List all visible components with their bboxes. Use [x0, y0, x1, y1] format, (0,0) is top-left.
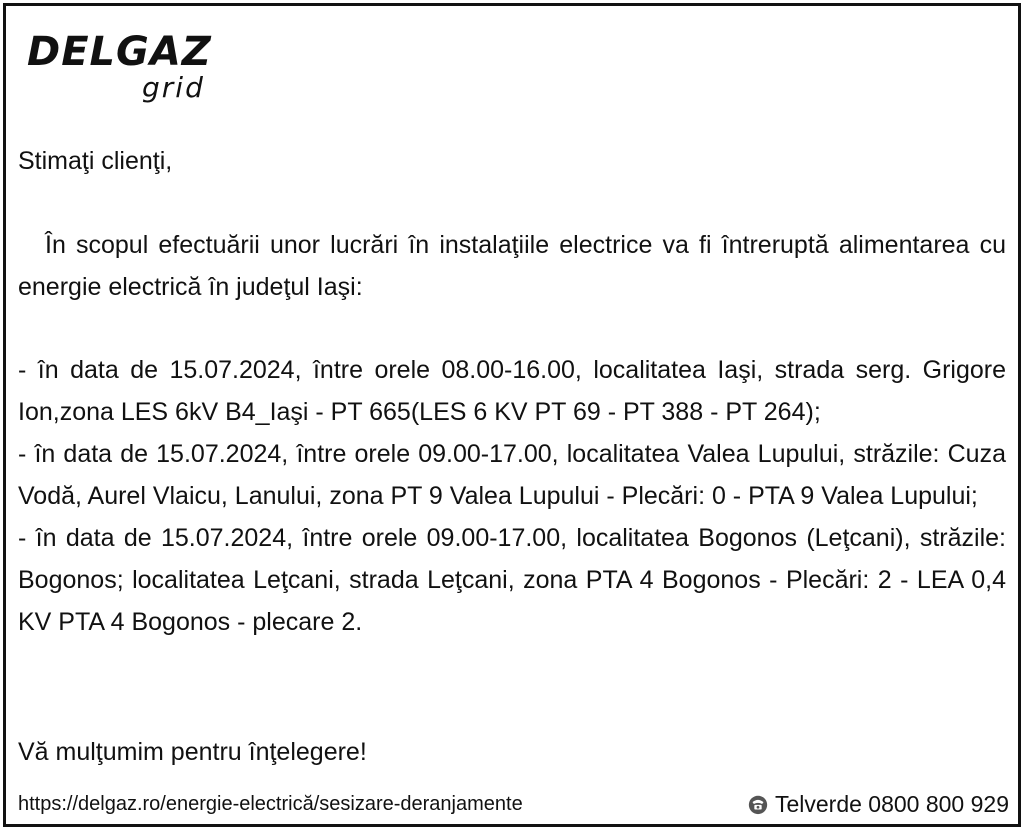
outage-item: - în data de 15.07.2024, între orele 09.00-17.00, localitatea Valea Lupului, străzile: Cuza Vodă, Aurel Vlaicu, Lanului, zona PT 9 Valea Lupului - Plecări: 0 - PTA 9 Valea Lupului;: [18, 440, 1006, 510]
hotline: [747, 788, 1009, 820]
fault-report-link[interactable]: https://delgaz.ro/energie-electrică/sesizare-deranjamente: [18, 793, 523, 815]
outage-list: [18, 349, 1006, 643]
intro-paragraph: În scopul efectuării unor lucrări în instalaţiile electrice va fi întreruptă alimentarea cu energie electrică în judeţul Iaşi:: [18, 231, 1006, 301]
closing-line: Vă mulţumim pentru înţelegere!: [18, 738, 367, 766]
logo-subtitle: grid: [142, 71, 205, 104]
greeting: Stimaţi clienţi,: [18, 147, 173, 175]
outage-item: - în data de 15.07.2024, între orele 09.00-17.00, localitatea Bogonos (Leţcani), străzile: Bogonos; localitatea Leţcani, strada Leţcani, zona PTA 4 Bogonos - Plecări: 2 - LEA 0,4 KV PTA 4 Bogonos - plecare 2.: [18, 524, 1006, 636]
delgaz-grid-logo: [27, 30, 227, 108]
hotline-number: Telverde 0800 800 929: [774, 791, 1009, 817]
logo-wordmark: DELGAZ: [27, 29, 212, 75]
outage-item: - în data de 15.07.2024, între orele 08.00-16.00, localitatea Iaşi, strada serg. Grigore Ion,zona LES 6kV B4_Iaşi - PT 665(LES 6 KV PT 69 - PT 388 - PT 264);: [18, 356, 1006, 426]
telephone-icon: [747, 793, 769, 815]
